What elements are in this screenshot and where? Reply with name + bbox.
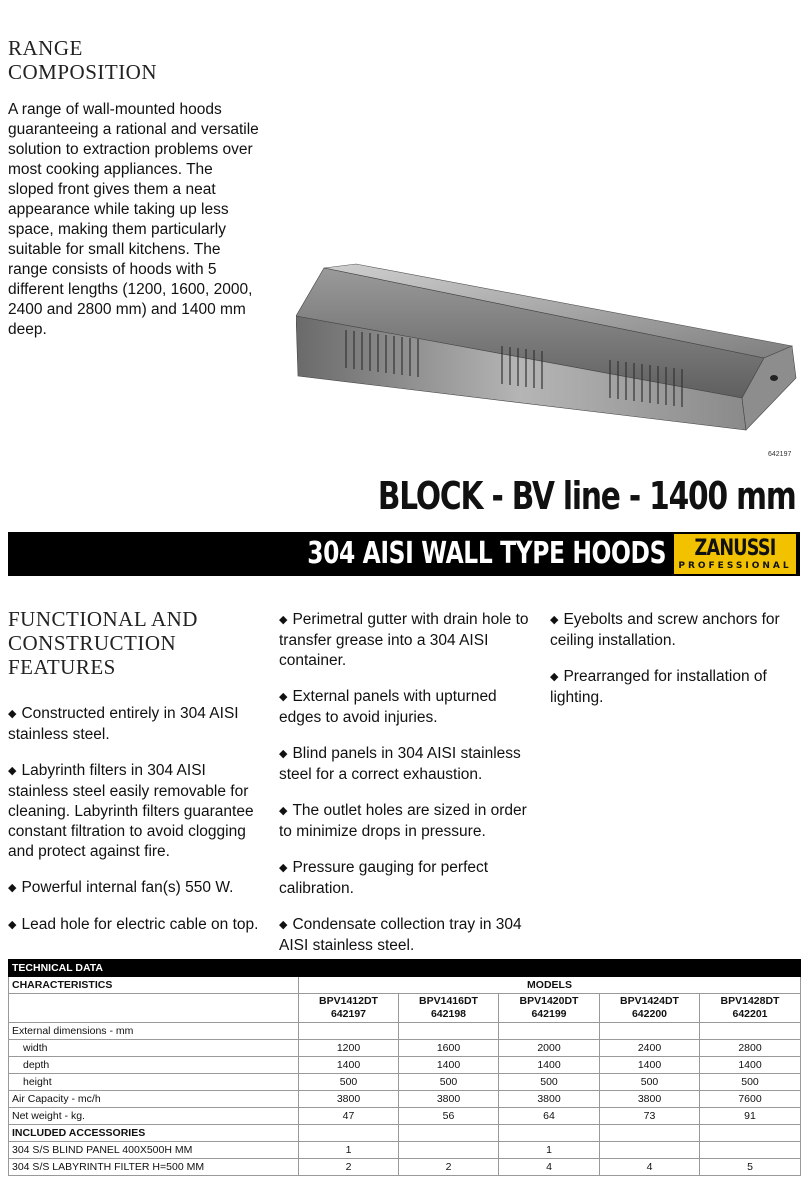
table-cell: 73 — [600, 1108, 700, 1125]
table-cell: 3800 — [399, 1091, 499, 1108]
logo-name: ZANUSSI — [694, 536, 776, 561]
diamond-bullet-icon: ◆ — [279, 691, 288, 703]
table-row — [9, 1108, 801, 1125]
feature-text: The outlet holes are sized in order to minimize drops in pressure. — [279, 802, 527, 840]
feature-text: Condensate collection tray in 304 AISI stainless steel. — [279, 916, 522, 954]
table-row — [9, 1142, 801, 1159]
table-cell: 1 — [299, 1142, 399, 1159]
feature-item — [279, 801, 533, 842]
diamond-bullet-icon: ◆ — [279, 919, 288, 931]
table-cell: 1 — [499, 1142, 600, 1159]
table-row — [9, 1074, 801, 1091]
table-header-row — [9, 977, 801, 994]
table-cell — [499, 1125, 600, 1142]
logo-sub: PROFESSIONAL — [678, 561, 792, 571]
table-title: TECHNICAL DATA — [9, 960, 801, 977]
model-codes-row — [9, 994, 801, 1023]
feature-text: External panels with upturned edges to avoid injuries. — [279, 688, 497, 726]
table-cell: 2 — [399, 1159, 499, 1176]
feature-item — [550, 667, 790, 708]
feature-text: Powerful internal fan(s) 550 W. — [21, 879, 234, 896]
model-code: BPV1424DT — [620, 995, 679, 1007]
page-subtitle: 304 AISI WALL TYPE HOODS — [307, 536, 666, 571]
row-label: 304 S/S BLIND PANEL 400X500H MM — [9, 1142, 299, 1159]
features-column-3 — [550, 610, 790, 724]
table-cell — [299, 1023, 399, 1040]
table-cell: 1400 — [700, 1057, 801, 1074]
diamond-bullet-icon: ◆ — [8, 708, 17, 720]
feature-text: Lead hole for electric cable on top. — [21, 916, 259, 933]
row-label: depth — [9, 1057, 299, 1074]
row-label: External dimensions - mm — [9, 1023, 299, 1040]
model-code: BPV1416DT — [419, 995, 478, 1007]
table-cell: 7600 — [700, 1091, 801, 1108]
diamond-bullet-icon: ◆ — [550, 614, 559, 626]
model-number: 642200 — [631, 1008, 668, 1020]
feature-item — [279, 744, 533, 785]
table-row — [9, 1091, 801, 1108]
table-cell: 500 — [499, 1074, 600, 1091]
diamond-bullet-icon: ◆ — [8, 919, 17, 931]
table-cell — [399, 1023, 499, 1040]
table-cell: 4 — [499, 1159, 600, 1176]
table-cell — [9, 994, 299, 1023]
page-title: BLOCK - BV line - 1400 mm — [378, 474, 796, 518]
table-cell — [499, 1023, 600, 1040]
features-heading-line-3: FEATURES — [8, 655, 116, 679]
table-cell: 5 — [700, 1159, 801, 1176]
model-code: BPV1412DT — [319, 995, 378, 1007]
table-cell: 1400 — [299, 1057, 399, 1074]
feature-item — [8, 915, 262, 936]
hood-product-image — [296, 258, 800, 436]
table-cell: 2800 — [700, 1040, 801, 1057]
table-cell: 3800 — [499, 1091, 600, 1108]
table-cell: 500 — [299, 1074, 399, 1091]
feature-text: Pressure gauging for perfect calibration. — [279, 859, 489, 897]
table-cell — [299, 1125, 399, 1142]
table-cell: 64 — [499, 1108, 600, 1125]
model-cell — [600, 994, 700, 1023]
features-column-2 — [279, 610, 533, 972]
diamond-bullet-icon: ◆ — [279, 748, 288, 760]
table-cell: 1400 — [600, 1057, 700, 1074]
accessories-header-row — [9, 1125, 801, 1142]
model-number: 642197 — [330, 1008, 367, 1020]
range-heading — [8, 36, 157, 84]
feature-item — [8, 878, 262, 899]
table-cell — [700, 1125, 801, 1142]
table-cell — [700, 1023, 801, 1040]
model-cell — [299, 994, 399, 1023]
table-title-row — [9, 960, 801, 977]
accessories-header: INCLUDED ACCESSORIES — [9, 1125, 299, 1142]
feature-item — [550, 610, 790, 651]
feature-item — [279, 610, 533, 671]
model-cell — [499, 994, 600, 1023]
feature-text: Perimetral gutter with drain hole to transfer grease into a 304 AISI container. — [279, 611, 529, 669]
table-row — [9, 1023, 801, 1040]
row-label: Net weight - kg. — [9, 1108, 299, 1125]
feature-text: Constructed entirely in 304 AISI stainless steel. — [8, 705, 239, 743]
feature-item — [8, 704, 262, 745]
feature-text: Prearranged for installation of lighting. — [550, 668, 767, 706]
feature-item — [279, 915, 533, 956]
feature-item — [279, 858, 533, 899]
features-heading-line-1: FUNCTIONAL AND — [8, 607, 198, 631]
table-cell: 3800 — [299, 1091, 399, 1108]
model-code: BPV1428DT — [720, 995, 780, 1007]
range-description: A range of wall-mounted hoods guaranteeing a rational and versatile solution to extraction problems over most cooking appliances. The sloped front gives them a neat appearance while taking up less space, making them particularly suitable for small kitchens. The range consists of hoods with 5 different lengths (1200, 1600, 2000, 2400 and 2800 mm) and 1400 mm deep. — [8, 101, 259, 338]
table-cell: 91 — [700, 1108, 801, 1125]
photo-code: 642197 — [768, 451, 792, 458]
table-cell: 1600 — [399, 1040, 499, 1057]
technical-data-table — [8, 959, 801, 1176]
row-label: width — [9, 1040, 299, 1057]
diamond-bullet-icon: ◆ — [279, 805, 288, 817]
table-cell: 4 — [600, 1159, 700, 1176]
model-cell — [399, 994, 499, 1023]
range-heading-line-1: RANGE — [8, 36, 83, 60]
feature-text: Blind panels in 304 AISI stainless steel for a correct exhaustion. — [279, 745, 521, 783]
table-cell — [700, 1142, 801, 1159]
characteristics-header: CHARACTERISTICS — [9, 977, 299, 994]
zanussi-logo — [674, 534, 796, 574]
table-cell: 500 — [700, 1074, 801, 1091]
table-row — [9, 1057, 801, 1074]
table-row — [9, 1159, 801, 1176]
table-cell: 2400 — [600, 1040, 700, 1057]
diamond-bullet-icon: ◆ — [8, 882, 17, 894]
table-cell: 1400 — [499, 1057, 600, 1074]
feature-item — [279, 687, 533, 728]
table-cell: 2 — [299, 1159, 399, 1176]
features-heading-line-2: CONSTRUCTION — [8, 631, 177, 655]
model-number: 642201 — [732, 1008, 768, 1020]
model-number: 642198 — [430, 1008, 467, 1020]
row-label: 304 S/S LABYRINTH FILTER H=500 MM — [9, 1159, 299, 1176]
diamond-bullet-icon: ◆ — [550, 671, 559, 683]
row-label: height — [9, 1074, 299, 1091]
table-cell: 1400 — [399, 1057, 499, 1074]
table-cell — [399, 1125, 499, 1142]
table-cell: 56 — [399, 1108, 499, 1125]
feature-text: Eyebolts and screw anchors for ceiling installation. — [550, 611, 780, 649]
diamond-bullet-icon: ◆ — [8, 765, 17, 777]
table-cell — [600, 1142, 700, 1159]
table-cell: 3800 — [600, 1091, 700, 1108]
diamond-bullet-icon: ◆ — [279, 614, 288, 626]
model-cell — [700, 994, 801, 1023]
range-heading-line-2: COMPOSITION — [8, 60, 158, 84]
table-row — [9, 1040, 801, 1057]
model-code: BPV1420DT — [519, 995, 579, 1007]
diamond-bullet-icon: ◆ — [279, 862, 288, 874]
features-column-1 — [8, 704, 262, 952]
table-cell — [399, 1142, 499, 1159]
table-cell: 1200 — [299, 1040, 399, 1057]
row-label: Air Capacity - mc/h — [9, 1091, 299, 1108]
table-cell — [600, 1023, 700, 1040]
table-cell: 2000 — [499, 1040, 600, 1057]
table-cell: 500 — [399, 1074, 499, 1091]
model-number: 642199 — [531, 1008, 567, 1020]
models-header: MODELS — [299, 977, 801, 994]
features-heading — [8, 607, 198, 679]
table-cell — [600, 1125, 700, 1142]
table-cell: 500 — [600, 1074, 700, 1091]
table-cell: 47 — [299, 1108, 399, 1125]
feature-item — [8, 761, 262, 862]
feature-text: Labyrinth filters in 304 AISI stainless steel easily removable for cleaning. Labyrinth filters guarantee constant filtration to avoid clogging and protect against fire. — [8, 762, 254, 860]
